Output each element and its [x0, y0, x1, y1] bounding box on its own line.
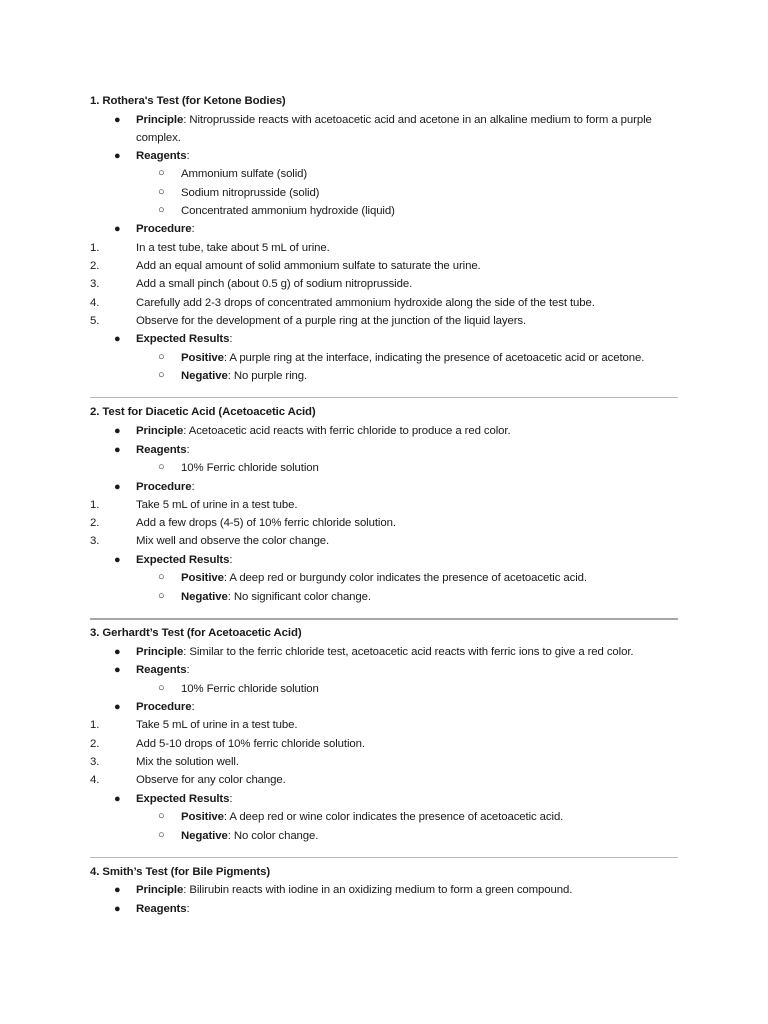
- reagent-text: Sodium nitroprusside (solid): [181, 187, 320, 199]
- procedure-item: [114, 480, 195, 494]
- procedure-step: [90, 773, 286, 787]
- circle-bullet-icon: ○: [158, 682, 165, 694]
- procedure-label: Procedure: [136, 481, 192, 493]
- procedure-item: [114, 700, 195, 714]
- principle-item: [114, 883, 573, 897]
- positive-result: [158, 810, 564, 824]
- reagent-text: Ammonium sulfate (solid): [181, 168, 308, 180]
- principle-text: : Similar to the ferric chloride test, acetoacetic acid reacts with ferric ions to give a red color.: [183, 646, 634, 658]
- colon: :: [186, 664, 190, 676]
- bullet-icon: ●: [114, 884, 121, 896]
- reagent-item: [158, 186, 320, 200]
- principle-text: : Acetoacetic acid reacts with ferric chloride to produce a red color.: [183, 425, 511, 437]
- colon: :: [191, 481, 195, 493]
- procedure-step: [90, 314, 527, 328]
- principle-item: [114, 424, 511, 438]
- step-text: In a test tube, take about 5 mL of urine.: [136, 242, 330, 254]
- results-label: Expected Results: [136, 793, 230, 805]
- positive-result: [158, 351, 645, 365]
- circle-bullet-icon: ○: [158, 829, 165, 841]
- colon: :: [229, 793, 233, 805]
- colon: :: [229, 554, 233, 566]
- negative-result: [158, 369, 308, 383]
- positive-label: Positive: [181, 352, 224, 364]
- step-text: Observe for the development of a purple ring at the junction of the liquid layers.: [136, 315, 527, 327]
- reagents-item: [114, 902, 190, 916]
- reagents-label: Reagents: [136, 444, 187, 456]
- step-number: 3.: [90, 278, 100, 290]
- positive-text: : A deep red or burgundy color indicates the presence of acetoacetic acid.: [223, 572, 587, 584]
- negative-result: [158, 590, 371, 604]
- circle-bullet-icon: ○: [158, 204, 165, 216]
- procedure-item: [114, 222, 195, 236]
- procedure-step: [90, 296, 595, 310]
- negative-result: [158, 829, 319, 843]
- positive-label: Positive: [181, 572, 224, 584]
- circle-bullet-icon: ○: [158, 810, 165, 822]
- step-text: Take 5 mL of urine in a test tube.: [136, 499, 298, 511]
- section-divider: [90, 397, 678, 398]
- procedure-step: [90, 718, 298, 732]
- colon: :: [186, 903, 190, 915]
- section-heading: 1. Rothera's Test (for Ketone Bodies): [90, 95, 286, 107]
- reagents-item: [114, 663, 190, 677]
- results-item: [114, 792, 233, 806]
- step-text: Observe for any color change.: [136, 774, 286, 786]
- negative-text: : No significant color change.: [227, 591, 371, 603]
- step-number: 1.: [90, 499, 100, 511]
- principle-text: : Bilirubin reacts with iodine in an oxidizing medium to form a green compound.: [183, 884, 573, 896]
- bullet-icon: ●: [114, 664, 121, 676]
- negative-label: Negative: [181, 370, 228, 382]
- circle-bullet-icon: ○: [158, 571, 165, 583]
- reagent-item: [158, 682, 319, 696]
- step-number: 5.: [90, 315, 100, 327]
- negative-text: : No color change.: [227, 830, 319, 842]
- bullet-icon: ●: [114, 554, 121, 566]
- step-text: Mix well and observe the color change.: [136, 535, 330, 547]
- procedure-step: [90, 516, 396, 530]
- principle-item: [114, 113, 652, 127]
- step-text: Take 5 mL of urine in a test tube.: [136, 719, 298, 731]
- procedure-step: [90, 277, 413, 291]
- results-label: Expected Results: [136, 333, 230, 345]
- step-number: 3.: [90, 756, 100, 768]
- principle-text-continued: complex.: [136, 132, 181, 144]
- section-divider: [90, 857, 678, 858]
- circle-bullet-icon: ○: [158, 186, 165, 198]
- principle-text: : Nitroprusside reacts with acetoacetic acid and acetone in an alkaline medium to form a purple: [183, 114, 652, 126]
- negative-text: : No purple ring.: [227, 370, 308, 382]
- reagents-label: Reagents: [136, 903, 187, 915]
- section-divider: [90, 618, 678, 620]
- positive-text: : A deep red or wine color indicates the presence of acetoacetic acid.: [223, 811, 564, 823]
- procedure-step: [90, 534, 330, 548]
- circle-bullet-icon: ○: [158, 369, 165, 381]
- positive-text: : A purple ring at the interface, indicating the presence of acetoacetic acid or acetone.: [223, 352, 645, 364]
- colon: :: [186, 150, 190, 162]
- bullet-icon: ●: [114, 114, 121, 126]
- step-text: Add an equal amount of solid ammonium sulfate to saturate the urine.: [136, 260, 481, 272]
- bullet-icon: ●: [114, 793, 121, 805]
- step-number: 1.: [90, 719, 100, 731]
- step-number: 1.: [90, 242, 100, 254]
- step-text: Mix the solution well.: [136, 756, 239, 768]
- procedure-step: [90, 259, 481, 273]
- negative-label: Negative: [181, 830, 228, 842]
- procedure-label: Procedure: [136, 701, 192, 713]
- bullet-icon: ●: [114, 223, 121, 235]
- step-number: 3.: [90, 535, 100, 547]
- colon: :: [186, 444, 190, 456]
- bullet-icon: ●: [114, 150, 121, 162]
- principle-label: Principle: [136, 884, 184, 896]
- principle-item: [114, 645, 634, 659]
- reagent-text: 10% Ferric chloride solution: [181, 462, 319, 474]
- reagent-text: 10% Ferric chloride solution: [181, 683, 319, 695]
- circle-bullet-icon: ○: [158, 590, 165, 602]
- circle-bullet-icon: ○: [158, 167, 165, 179]
- step-number: 4.: [90, 297, 100, 309]
- procedure-label: Procedure: [136, 223, 192, 235]
- reagents-item: [114, 443, 190, 457]
- step-number: 2.: [90, 517, 100, 529]
- bullet-icon: ●: [114, 425, 121, 437]
- procedure-step: [90, 241, 330, 255]
- circle-bullet-icon: ○: [158, 351, 165, 363]
- colon: :: [191, 223, 195, 235]
- section-heading: 4. Smith’s Test (for Bile Pigments): [90, 866, 271, 878]
- step-text: Add 5-10 drops of 10% ferric chloride solution.: [136, 738, 365, 750]
- bullet-icon: ●: [114, 646, 121, 658]
- bullet-icon: ●: [114, 444, 121, 456]
- reagents-label: Reagents: [136, 150, 187, 162]
- reagent-item: [158, 204, 395, 218]
- reagent-item: [158, 461, 319, 475]
- step-number: 4.: [90, 774, 100, 786]
- procedure-step: [90, 737, 365, 751]
- results-item: [114, 332, 233, 346]
- step-number: 2.: [90, 260, 100, 272]
- colon: :: [191, 701, 195, 713]
- reagent-text: Concentrated ammonium hydroxide (liquid): [181, 205, 395, 217]
- bullet-icon: ●: [114, 481, 121, 493]
- step-text: Carefully add 2-3 drops of concentrated ammonium hydroxide along the side of the test tube.: [136, 297, 595, 309]
- section-heading: 3. Gerhardt’s Test (for Acetoacetic Acid): [90, 627, 302, 639]
- principle-label: Principle: [136, 425, 184, 437]
- reagents-item: [114, 149, 190, 163]
- positive-result: [158, 571, 587, 585]
- bullet-icon: ●: [114, 333, 121, 345]
- reagents-label: Reagents: [136, 664, 187, 676]
- step-text: Add a small pinch (about 0.5 g) of sodium nitroprusside.: [136, 278, 413, 290]
- results-label: Expected Results: [136, 554, 230, 566]
- results-item: [114, 553, 233, 567]
- procedure-step: [90, 755, 239, 769]
- section-heading: 2. Test for Diacetic Acid (Acetoacetic Acid): [90, 406, 316, 418]
- colon: :: [229, 333, 233, 345]
- principle-label: Principle: [136, 114, 184, 126]
- bullet-icon: ●: [114, 903, 121, 915]
- reagent-item: [158, 167, 308, 181]
- positive-label: Positive: [181, 811, 224, 823]
- principle-label: Principle: [136, 646, 184, 658]
- circle-bullet-icon: ○: [158, 461, 165, 473]
- negative-label: Negative: [181, 591, 228, 603]
- step-text: Add a few drops (4-5) of 10% ferric chloride solution.: [136, 517, 396, 529]
- procedure-step: [90, 498, 298, 512]
- bullet-icon: ●: [114, 701, 121, 713]
- step-number: 2.: [90, 738, 100, 750]
